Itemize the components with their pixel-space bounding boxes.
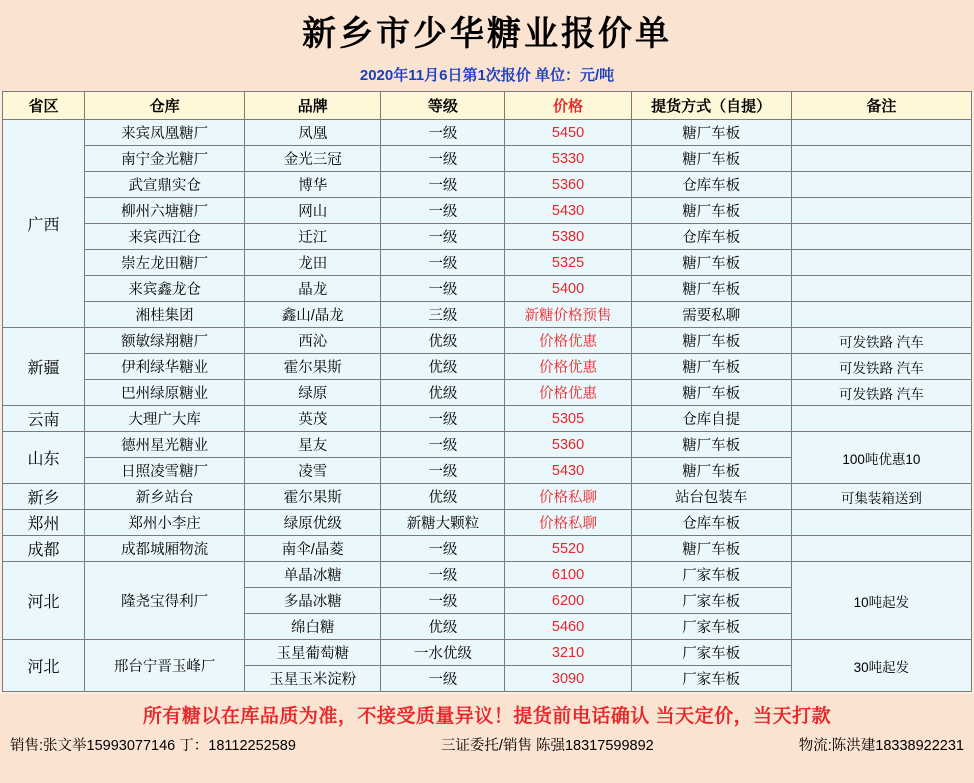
cell-warehouse: 来宾西江仓 <box>85 224 245 250</box>
price-table <box>2 91 972 692</box>
cell-remark <box>791 224 971 250</box>
cell-price: 5400 <box>505 276 631 302</box>
cell-grade: 优级 <box>381 484 505 510</box>
cell-delivery: 糖厂车板 <box>631 432 791 458</box>
cell-region: 广西 <box>3 120 85 328</box>
cell-brand: 绵白糖 <box>245 614 381 640</box>
cell-price: 3090 <box>505 666 631 692</box>
table-row <box>3 432 972 458</box>
cell-price: 价格私聊 <box>505 510 631 536</box>
cell-grade: 一水优级 <box>381 640 505 666</box>
table-header <box>3 92 972 120</box>
cell-delivery: 糖厂车板 <box>631 250 791 276</box>
column-header-remark: 备注 <box>791 92 971 120</box>
cell-warehouse: 柳州六塘糖厂 <box>85 198 245 224</box>
cell-brand: 玉星葡萄糖 <box>245 640 381 666</box>
cell-warehouse: 成都城厢物流 <box>85 536 245 562</box>
cell-delivery: 需要私聊 <box>631 302 791 328</box>
cell-remark: 10吨起发 <box>791 562 971 640</box>
cell-remark <box>791 276 971 302</box>
cell-delivery: 厂家车板 <box>631 562 791 588</box>
cell-grade: 一级 <box>381 172 505 198</box>
contact-sales: 销售:张文举15993077146 丁：18112252589 <box>10 738 296 754</box>
cell-warehouse: 巴州绿原糖业 <box>85 380 245 406</box>
table-row <box>3 328 972 354</box>
cell-brand: 绿原 <box>245 380 381 406</box>
cell-brand: 鑫山/晶龙 <box>245 302 381 328</box>
cell-grade: 优级 <box>381 328 505 354</box>
cell-brand: 霍尔果斯 <box>245 354 381 380</box>
cell-remark <box>791 146 971 172</box>
cell-warehouse: 湘桂集团 <box>85 302 245 328</box>
cell-brand: 迁江 <box>245 224 381 250</box>
cell-brand: 凤凰 <box>245 120 381 146</box>
cell-price: 新糖价格预售 <box>505 302 631 328</box>
table-row <box>3 640 972 666</box>
cell-remark: 可发铁路 汽车 <box>791 380 971 406</box>
cell-grade: 一级 <box>381 588 505 614</box>
cell-warehouse: 来宾鑫龙仓 <box>85 276 245 302</box>
table-row <box>3 120 972 146</box>
column-header-region: 省区 <box>3 92 85 120</box>
cell-delivery: 糖厂车板 <box>631 198 791 224</box>
cell-brand: 星友 <box>245 432 381 458</box>
cell-brand: 多晶冰糖 <box>245 588 381 614</box>
page-title: 新乡市少华糖业报价单 <box>302 14 672 54</box>
warning-notice: 所有糖以在库品质为准，不接受质量异议！提货前电话确认 当天定价，当天打款 <box>142 706 832 727</box>
cell-region: 河北 <box>3 562 85 640</box>
cell-remark <box>791 120 971 146</box>
contact-logistics: 物流:陈洪建18338922231 <box>798 738 964 754</box>
cell-price: 5430 <box>505 198 631 224</box>
cell-delivery: 站台包装车 <box>631 484 791 510</box>
cell-price: 6100 <box>505 562 631 588</box>
cell-grade: 一级 <box>381 406 505 432</box>
cell-delivery: 糖厂车板 <box>631 354 791 380</box>
cell-warehouse: 武宣鼎实仓 <box>85 172 245 198</box>
title-bar <box>0 0 974 59</box>
cell-price: 5360 <box>505 172 631 198</box>
cell-price: 5520 <box>505 536 631 562</box>
cell-delivery: 糖厂车板 <box>631 146 791 172</box>
cell-delivery: 糖厂车板 <box>631 120 791 146</box>
cell-warehouse: 南宁金光糖厂 <box>85 146 245 172</box>
cell-brand: 霍尔果斯 <box>245 484 381 510</box>
table-row <box>3 250 972 276</box>
table-header-row <box>3 92 972 120</box>
cell-region: 新疆 <box>3 328 85 406</box>
cell-price: 5330 <box>505 146 631 172</box>
cell-price: 3210 <box>505 640 631 666</box>
cell-brand: 博华 <box>245 172 381 198</box>
cell-warehouse: 隆尧宝得利厂 <box>85 562 245 640</box>
cell-delivery: 糖厂车板 <box>631 328 791 354</box>
cell-grade: 一级 <box>381 666 505 692</box>
cell-warehouse: 日照凌雪糖厂 <box>85 458 245 484</box>
cell-delivery: 糖厂车板 <box>631 458 791 484</box>
cell-delivery: 糖厂车板 <box>631 380 791 406</box>
cell-brand: 凌雪 <box>245 458 381 484</box>
cell-brand: 龙田 <box>245 250 381 276</box>
cell-remark <box>791 172 971 198</box>
table-row <box>3 484 972 510</box>
cell-remark <box>791 250 971 276</box>
cell-grade: 新糖大颗粒 <box>381 510 505 536</box>
cell-remark: 可发铁路 汽车 <box>791 354 971 380</box>
cell-brand: 网山 <box>245 198 381 224</box>
cell-price: 5460 <box>505 614 631 640</box>
column-header-grade: 等级 <box>381 92 505 120</box>
cell-delivery: 糖厂车板 <box>631 276 791 302</box>
column-header-warehouse: 仓库 <box>85 92 245 120</box>
cell-grade: 一级 <box>381 120 505 146</box>
table-row <box>3 172 972 198</box>
cell-price: 5305 <box>505 406 631 432</box>
cell-brand: 南伞/晶菱 <box>245 536 381 562</box>
cell-brand: 晶龙 <box>245 276 381 302</box>
cell-remark: 100吨优惠10 <box>791 432 971 484</box>
cell-region: 山东 <box>3 432 85 484</box>
cell-delivery: 仓库车板 <box>631 510 791 536</box>
cell-delivery: 糖厂车板 <box>631 536 791 562</box>
cell-price: 价格优惠 <box>505 380 631 406</box>
cell-region: 河北 <box>3 640 85 692</box>
cell-brand: 单晶冰糖 <box>245 562 381 588</box>
cell-remark <box>791 198 971 224</box>
cell-price: 5450 <box>505 120 631 146</box>
quote-subtitle: 2020年11月6日第1次报价 单位：元/吨 <box>0 59 974 91</box>
table-row <box>3 276 972 302</box>
cell-warehouse: 崇左龙田糖厂 <box>85 250 245 276</box>
cell-grade: 一级 <box>381 562 505 588</box>
cell-grade: 一级 <box>381 458 505 484</box>
cell-warehouse: 来宾凤凰糖厂 <box>85 120 245 146</box>
table-row <box>3 406 972 432</box>
cell-price: 6200 <box>505 588 631 614</box>
cell-grade: 三级 <box>381 302 505 328</box>
cell-price: 价格优惠 <box>505 354 631 380</box>
cell-price: 5380 <box>505 224 631 250</box>
cell-warehouse: 郑州小李庄 <box>85 510 245 536</box>
cell-delivery: 仓库车板 <box>631 224 791 250</box>
cell-brand: 玉星玉米淀粉 <box>245 666 381 692</box>
cell-price: 价格优惠 <box>505 328 631 354</box>
table-row <box>3 302 972 328</box>
cell-region: 新乡 <box>3 484 85 510</box>
cell-remark <box>791 536 971 562</box>
cell-warehouse: 邢台宁晋玉峰厂 <box>85 640 245 692</box>
cell-grade: 一级 <box>381 432 505 458</box>
cell-warehouse: 德州星光糖业 <box>85 432 245 458</box>
cell-delivery: 仓库车板 <box>631 172 791 198</box>
cell-remark <box>791 510 971 536</box>
column-header-delivery: 提货方式（自提） <box>631 92 791 120</box>
contact-row <box>0 732 974 761</box>
cell-price: 5325 <box>505 250 631 276</box>
cell-grade: 优级 <box>381 354 505 380</box>
table-body <box>3 120 972 692</box>
cell-delivery: 厂家车板 <box>631 666 791 692</box>
cell-grade: 优级 <box>381 614 505 640</box>
cell-brand: 绿原优级 <box>245 510 381 536</box>
contact-middle: 三证委托/销售 陈强18317599892 <box>440 738 654 754</box>
cell-delivery: 厂家车板 <box>631 614 791 640</box>
table-row <box>3 380 972 406</box>
table-row <box>3 510 972 536</box>
cell-region: 郑州 <box>3 510 85 536</box>
cell-warehouse: 新乡站台 <box>85 484 245 510</box>
cell-delivery: 厂家车板 <box>631 640 791 666</box>
cell-remark <box>791 302 971 328</box>
table-row <box>3 224 972 250</box>
cell-grade: 一级 <box>381 276 505 302</box>
cell-warehouse: 大理广大库 <box>85 406 245 432</box>
cell-brand: 金光三冠 <box>245 146 381 172</box>
cell-region: 云南 <box>3 406 85 432</box>
cell-delivery: 厂家车板 <box>631 588 791 614</box>
column-header-brand: 品牌 <box>245 92 381 120</box>
table-row <box>3 354 972 380</box>
cell-brand: 英茂 <box>245 406 381 432</box>
cell-grade: 一级 <box>381 224 505 250</box>
cell-warehouse: 伊利绿华糖业 <box>85 354 245 380</box>
cell-region: 成都 <box>3 536 85 562</box>
footer <box>0 694 974 783</box>
table-row <box>3 146 972 172</box>
cell-delivery: 仓库自提 <box>631 406 791 432</box>
cell-remark: 可集装箱送到 <box>791 484 971 510</box>
cell-remark: 可发铁路 汽车 <box>791 328 971 354</box>
cell-price: 5360 <box>505 432 631 458</box>
cell-grade: 一级 <box>381 198 505 224</box>
cell-price: 价格私聊 <box>505 484 631 510</box>
cell-remark <box>791 406 971 432</box>
cell-grade: 一级 <box>381 250 505 276</box>
table-row <box>3 198 972 224</box>
table-row <box>3 562 972 588</box>
column-header-price: 价格 <box>505 92 631 120</box>
cell-remark: 30吨起发 <box>791 640 971 692</box>
cell-grade: 一级 <box>381 536 505 562</box>
cell-brand: 西沁 <box>245 328 381 354</box>
cell-grade: 一级 <box>381 146 505 172</box>
cell-price: 5430 <box>505 458 631 484</box>
cell-warehouse: 额敏绿翔糖厂 <box>85 328 245 354</box>
table-row <box>3 536 972 562</box>
cell-grade: 优级 <box>381 380 505 406</box>
